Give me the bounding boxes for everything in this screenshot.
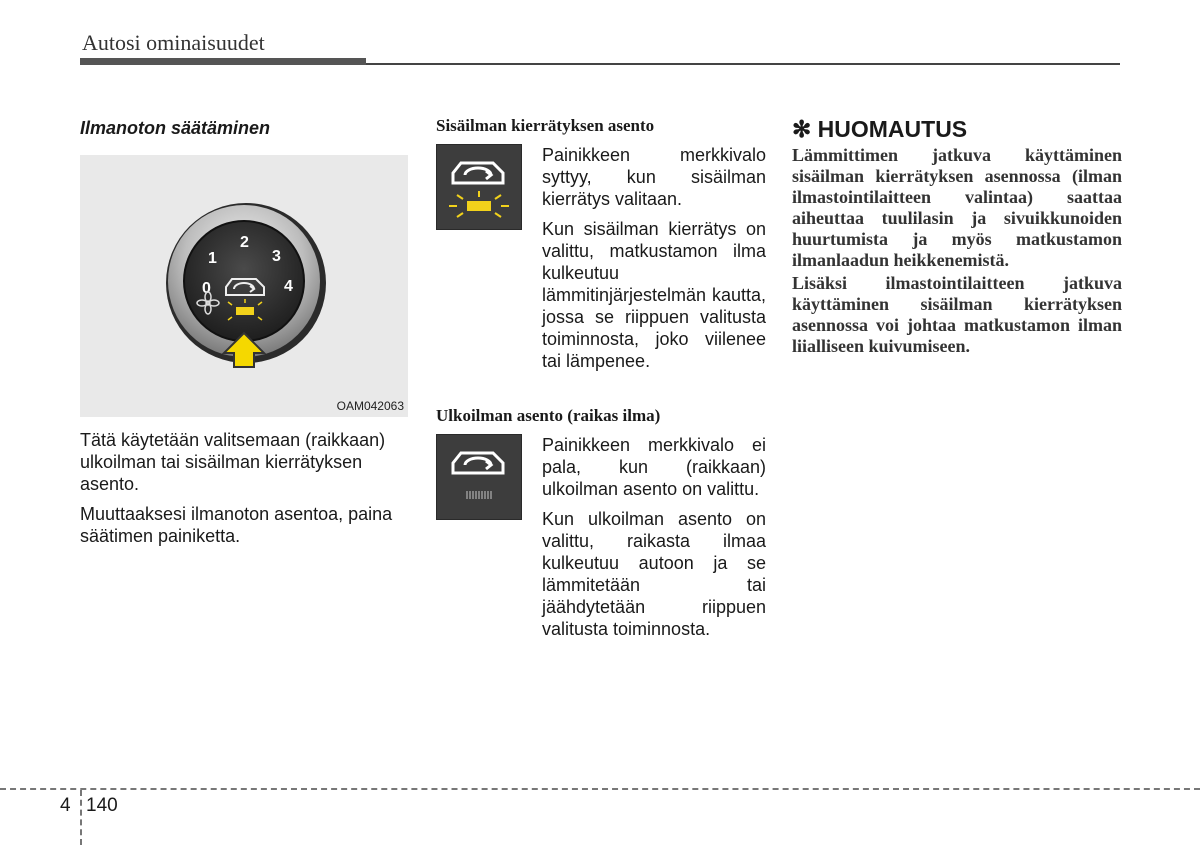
footer-divider <box>80 790 82 845</box>
paragraph-intro: Tätä käytetään valitsemaan (raikkaan) ulkoilman tai sisäilman kierrätyksen asento. <box>80 430 386 494</box>
recirculation-paragraph-1: Painikkeen merkkivalo syttyy, kun sisäilman kierrätys valitaan. <box>542 145 766 209</box>
note-paragraph-1: Lämmittimen jatkuva käyttäminen sisäilman kierrätyksen asennossa (ilman ilmastointilaitteen valintaa) saattaa aiheuttaa tuulilasin ja sivuikkunoiden huurtumista ja myös matkustamon ilmanlaadun heikkenemistä. <box>792 145 1122 270</box>
fresh-air-block <box>436 434 766 640</box>
figure-code: OAM042063 <box>336 399 404 413</box>
page-header-title: Autosi ominaisuudet <box>82 30 265 55</box>
dial-number-3: 3 <box>272 248 281 265</box>
dial-number-4: 4 <box>284 278 293 295</box>
recirculation-button-image <box>436 144 522 230</box>
fresh-air-texts <box>542 434 766 640</box>
heading-fresh-air: Ulkoilman asento (raikas ilma) <box>436 406 661 425</box>
column-left <box>80 116 410 547</box>
car-recirculation-icon <box>437 145 521 229</box>
page-number: 140 <box>86 795 118 816</box>
header-rule <box>366 63 1120 65</box>
section-heading-air-intake: Ilmanoton säätäminen <box>80 118 271 138</box>
recirculation-paragraph-2: Kun sisäilman kierrätys on valittu, matkustamon ilma kulkeutuu lämmitinjärjestelmän kautta, jossa se riippuen valitusta toiminnosta, joko viilenee tai lämpenee. <box>542 219 766 371</box>
column-right <box>792 116 1122 357</box>
fresh-air-paragraph-1: Painikkeen merkkivalo ei pala, kun (raikkaan) ulkoilman asento on valittu. <box>542 435 766 499</box>
dial-number-0: 0 <box>202 280 211 297</box>
control-knob-figure <box>80 155 408 417</box>
paragraph-instruction: Muuttaaksesi ilmanoton asentoa, paina säätimen painiketta. <box>80 504 393 546</box>
footer-rule <box>0 788 1200 790</box>
note-paragraph-2: Lisäksi ilmastointilaitteen jatkuva käyttäminen sisäilman kierrätyksen asennossa voi johtaa matkustamon ilman liialliseen kuivumiseen. <box>792 273 1122 356</box>
indicator-light-on-icon <box>467 201 491 211</box>
header-rule-dark <box>80 58 366 65</box>
dial-number-2: 2 <box>240 234 249 251</box>
car-recirculation-icon <box>437 435 521 519</box>
recirculation-texts <box>542 144 766 372</box>
note-heading: ✻ HUOMAUTUS <box>792 116 968 142</box>
fresh-air-button-image <box>436 434 522 520</box>
control-knob-illustration <box>80 155 408 417</box>
indicator-light-icon <box>236 307 254 315</box>
indicator-light-off-icon <box>467 491 491 499</box>
fresh-air-paragraph-2: Kun ulkoilman asento on valittu, raikasta ilmaa kulkeutuu autoon ja se lämmitetään tai jäähdytetään riippuen valitusta toiminnosta. <box>542 509 766 639</box>
column-middle <box>436 116 766 640</box>
heading-recirculation: Sisäilman kierrätyksen asento <box>436 116 655 135</box>
chapter-number: 4 <box>60 795 71 816</box>
recirculation-block <box>436 144 766 372</box>
dial-number-1: 1 <box>208 250 217 267</box>
